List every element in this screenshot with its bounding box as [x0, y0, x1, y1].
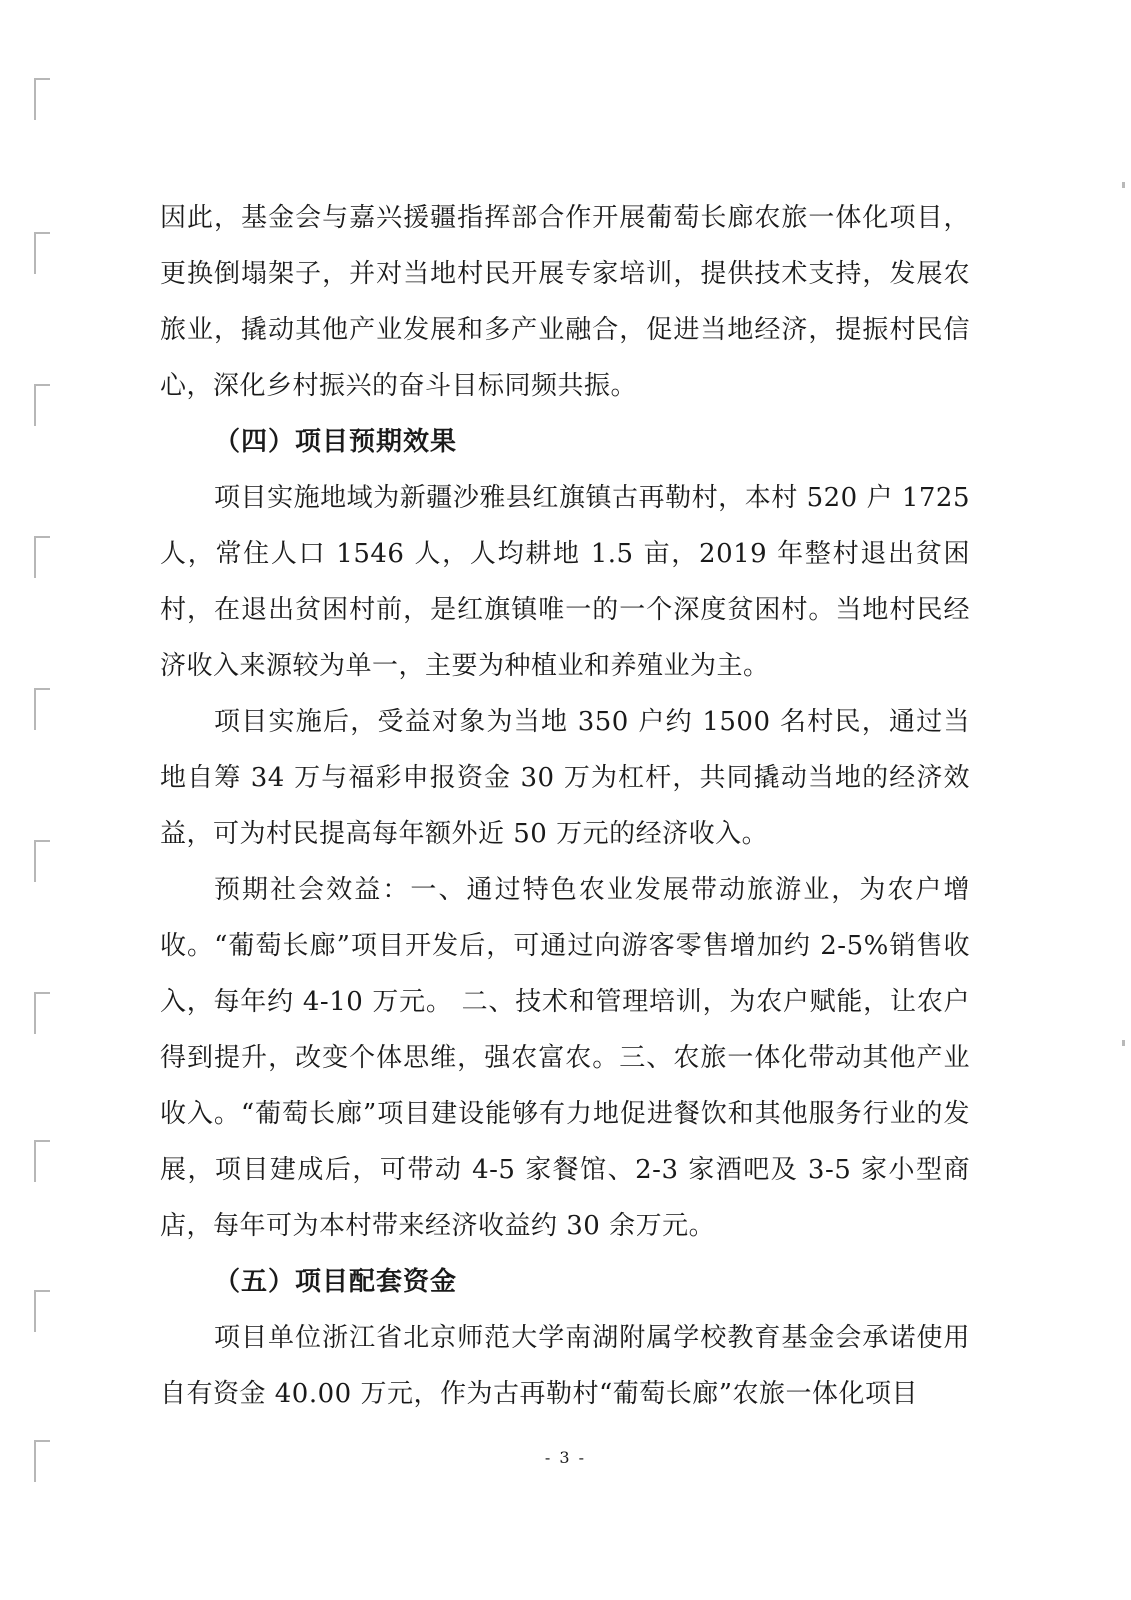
scan-speck [1122, 1040, 1125, 1046]
binding-mark [34, 384, 50, 426]
binding-mark [34, 536, 50, 578]
paragraph-project-location: 项目实施地域为新疆沙雅县红旗镇古再勒村，本村 520 户 1725 人，常住人口 1546 人，人均耕地 1.5 亩，2019 年整村退出贫困村，在退出贫困村前，是红旗镇唯一的一个深度贫困村。当地村民经济收入来源较为单一，主要为种植业和养殖业为主。 [160, 483, 970, 681]
paragraph-matching-funds: 项目单位浙江省北京师范大学南湖附属学校教育基金会承诺使用自有资金 40.00 万元，作为古再勒村“葡萄长廊”农旅一体化项目 [160, 1323, 970, 1409]
binding-mark [34, 232, 50, 274]
binding-mark [34, 1290, 50, 1332]
scan-speck [1122, 182, 1125, 188]
paragraph-intro-continued: 因此，基金会与嘉兴援疆指挥部合作开展葡萄长廊农旅一体化项目，更换倒塌架子，并对当地村民开展专家培训，提供技术支持，发展农旅业，撬动其他产业发展和多产业融合，促进当地经济，提振村民信心，深化乡村振兴的奋斗目标同频共振。 [160, 203, 970, 401]
section-heading-matching-funds: （五）项目配套资金 [214, 1267, 458, 1297]
document-body [160, 190, 970, 1422]
binding-mark [34, 688, 50, 730]
section-heading-expected-results: （四）项目预期效果 [214, 427, 458, 457]
paragraph-beneficiaries: 项目实施后，受益对象为当地 350 户约 1500 名村民，通过当地自筹 34 万与福彩申报资金 30 万为杠杆，共同撬动当地的经济效益，可为村民提高每年额外近 50 万元的经济收入。 [160, 707, 970, 849]
page-number: - 3 - [544, 1448, 587, 1467]
binding-mark [34, 1140, 50, 1182]
binding-mark [34, 78, 50, 120]
binding-mark [34, 840, 50, 882]
binding-mark [34, 992, 50, 1034]
paragraph-social-benefits: 预期社会效益：一、通过特色农业发展带动旅游业，为农户增收。“葡萄长廊”项目开发后，可通过向游客零售增加约 2-5%销售收入，每年约 4-10 万元。 二、技术和管理培训，为农户赋能，让农户得到提升，改变个体思维，强农富农。三、农旅一体化带动其他产业收入。“葡萄长廊”项目建设能够有力地促进餐饮和其他服务行业的发展，项目建成后，可带动 4-5 家餐馆、2-3 家酒吧及 3-5 家小型商店，每年可为本村带来经济收益约 30 余万元。 [160, 875, 970, 1241]
